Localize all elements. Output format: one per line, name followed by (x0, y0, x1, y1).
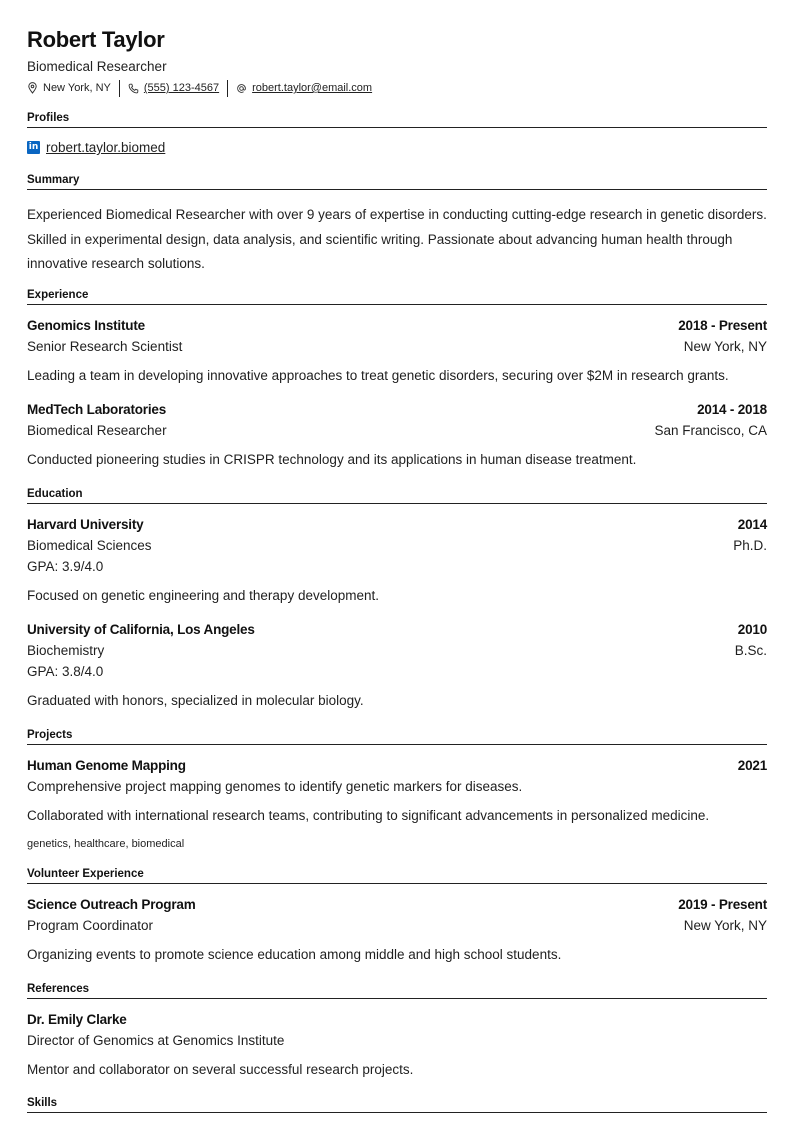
project-keywords: genetics, healthcare, biomedical (27, 838, 185, 850)
resume-name: Robert Taylor (27, 27, 165, 52)
volunteer-location: New York, NY (683, 918, 767, 933)
section-title-references: References (27, 983, 767, 999)
at-sign-icon (236, 83, 247, 94)
section-title-projects: Projects (27, 729, 767, 745)
experience-location: New York, NY (683, 339, 767, 354)
experience-date: 2018 - Present (678, 318, 767, 333)
volunteer-summary: Organizing events to promote science education among middle and high school students. (27, 947, 562, 962)
education-score: GPA: 3.9/4.0 (27, 559, 104, 574)
experience-company: MedTech Laboratories (27, 402, 167, 417)
volunteer-organization: Science Outreach Program (27, 897, 196, 912)
reference-name: Dr. Emily Clarke (27, 1012, 127, 1027)
linkedin-icon: in (28, 142, 39, 152)
section-title-education: Education (27, 488, 767, 504)
section-title-summary: Summary (27, 174, 767, 190)
phone-link[interactable]: (555) 123-4567 (143, 82, 220, 94)
experience-position: Biomedical Researcher (27, 423, 167, 438)
education-area: Biochemistry (27, 643, 105, 658)
experience-location: San Francisco, CA (654, 423, 767, 438)
experience-company: Genomics Institute (27, 318, 145, 333)
experience-summary: Conducted pioneering studies in CRISPR technology and its applications in human disease treatment. (27, 452, 637, 467)
project-summary: Collaborated with international research teams, contributing to significant advancements in personalized medicine. (27, 808, 710, 823)
project-name: Human Genome Mapping (27, 758, 186, 773)
email-link[interactable]: robert.taylor@email.com (252, 82, 373, 94)
education-summary: Graduated with honors, specialized in molecular biology. (27, 693, 364, 708)
email-item[interactable] (236, 82, 372, 94)
section-title-skills: Skills (27, 1097, 767, 1113)
contact-divider (227, 80, 228, 97)
project-description: Comprehensive project mapping genomes to identify genetic markers for diseases. (27, 779, 523, 794)
map-pin-icon (27, 82, 38, 94)
project-date: 2021 (737, 758, 767, 773)
volunteer-date: 2019 - Present (678, 897, 767, 912)
contact-bar (27, 79, 372, 97)
education-score: GPA: 3.8/4.0 (27, 664, 104, 679)
education-institution: Harvard University (27, 517, 144, 532)
education-summary: Focused on genetic engineering and therapy development. (27, 588, 379, 603)
profile-username-link[interactable]: robert.taylor.biomed (46, 140, 166, 155)
education-area: Biomedical Sciences (27, 538, 152, 553)
reference-summary: Mentor and collaborator on several successful research projects. (27, 1062, 414, 1077)
section-title-volunteer: Volunteer Experience (27, 868, 767, 884)
summary-text: Experienced Biomedical Researcher with over 9 years of expertise in conducting cutting-edge research in genetic disorders. Skilled in experimental design, data analysis, and scientific writing. Passionate about advancing human health through innovative research solutions. (27, 207, 767, 271)
education-degree: B.Sc. (734, 643, 767, 658)
education-institution: University of California, Los Angeles (27, 622, 255, 637)
education-date: 2010 (737, 622, 767, 637)
location-item (27, 82, 111, 94)
phone-icon (128, 83, 139, 94)
education-date: 2014 (737, 517, 767, 532)
section-title-profiles: Profiles (27, 112, 767, 128)
profile-item[interactable] (27, 140, 165, 155)
experience-date: 2014 - 2018 (697, 402, 767, 417)
volunteer-position: Program Coordinator (27, 918, 154, 933)
section-title-experience: Experience (27, 289, 767, 305)
experience-summary: Leading a team in developing innovative approaches to treat genetic disorders, securing over $2M in research grants. (27, 368, 729, 383)
reference-description: Director of Genomics at Genomics Institute (27, 1033, 285, 1048)
resume-headline: Biomedical Researcher (27, 59, 167, 74)
education-degree: Ph.D. (733, 538, 767, 553)
experience-position: Senior Research Scientist (27, 339, 183, 354)
contact-divider (119, 80, 120, 97)
phone-item[interactable] (128, 82, 219, 94)
location-text: New York, NY (43, 82, 111, 94)
